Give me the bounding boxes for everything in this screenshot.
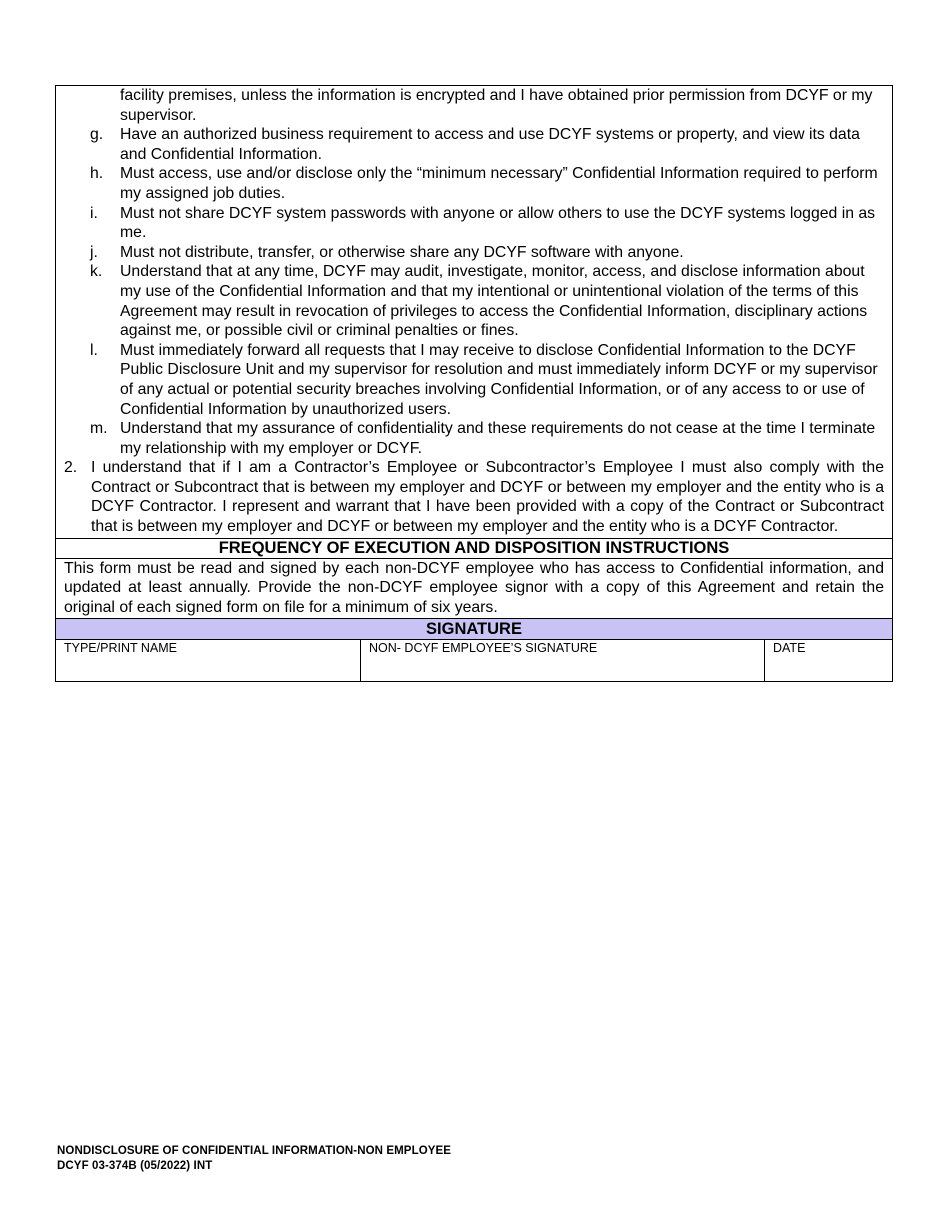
list-item: [56, 243, 892, 263]
frequency-instructions: This form must be read and signed by each non-DCYF employee who has access to Confidential information, and updated at least annually. Provide the non-DCYF employee signor with a copy of this Agreement and retain the original of each signed form on file for a minimum of six years.: [56, 558, 892, 619]
list-item-label: k.: [90, 263, 103, 281]
list-item-text: Must access, use and/or disclose only the “minimum necessary” Confidential Information required to perform my assigned job duties.: [120, 165, 878, 202]
signature-row: [56, 639, 892, 681]
list-item: [56, 125, 892, 164]
footer-form-id: DCYF 03-374B (05/2022) INT: [57, 1159, 213, 1172]
frequency-heading: FREQUENCY OF EXECUTION AND DISPOSITION INSTRUCTIONS: [56, 538, 892, 558]
numbered-item-label: 2.: [64, 459, 78, 477]
list-item: [56, 204, 892, 243]
terms-section: [56, 86, 892, 538]
list-item-label: h.: [90, 165, 104, 183]
list-item-text: Must immediately forward all requests that I may receive to disclose Confidential Information to the DCYF Public Disclosure Unit and my supervisor for resolution and must immediately inform DCYF or my supervisor of any actual or potential security breaches involving Confidential Information, or of any access to or use of Confidential Information by unauthorized users.: [120, 341, 878, 418]
signature-field[interactable]: [361, 640, 765, 681]
form-footer: [57, 1144, 451, 1173]
date-field[interactable]: [765, 640, 892, 681]
list-item-label: m.: [90, 420, 108, 438]
list-item: [56, 262, 892, 340]
numbered-item-2: [56, 458, 892, 536]
list-item-text: Must not distribute, transfer, or otherwise share any DCYF software with anyone.: [120, 243, 684, 261]
list-item: [56, 164, 892, 203]
list-item: [56, 419, 892, 458]
list-item-text: Understand that at any time, DCYF may audit, investigate, monitor, access, and disclose information about my use of the Confidential Information and that my intentional or unintentional violation of the terms of this Agreement may result in revocation of privileges to access the Confidential Information, disciplinary actions against me, or possible civil or criminal penalties or fines.: [120, 263, 868, 340]
numbered-item-text: I understand that if I am a Contractor’s Employee or Subcontractor’s Employee I must also comply with the Contract or Subcontract that is between my employer and DCYF or between my employer and the entity who is a DCYF Contractor. I represent and warrant that I have been provided with a copy of the Contract or Subcontract that is between my employer and DCYF or between my employer and the entity who is a DCYF Contractor.: [91, 459, 884, 536]
list-item: [56, 341, 892, 419]
print-name-field[interactable]: [56, 640, 361, 681]
signature-label: NON- DCYF EMPLOYEE’S SIGNATURE: [369, 641, 598, 656]
footer-title: NONDISCLOSURE OF CONFIDENTIAL INFORMATION-NON EMPLOYEE: [57, 1145, 452, 1157]
continuation-text: facility premises, unless the information is encrypted and I have obtained prior permission from DCYF or my supervisor.: [120, 87, 873, 124]
list-item-text: Must not share DCYF system passwords with anyone or allow others to use the DCYF systems logged in as me.: [120, 204, 876, 242]
list-item-text: Understand that my assurance of confidentiality and these requirements do not cease at the time I terminate my relationship with my employer or DCYF.: [120, 420, 876, 457]
signature-heading: SIGNATURE: [56, 618, 892, 639]
print-name-label: TYPE/PRINT NAME: [64, 641, 177, 656]
list-item-label: j.: [90, 243, 98, 261]
list-item-label: l.: [90, 341, 98, 359]
list-item-label: g.: [90, 126, 104, 144]
date-label: DATE: [773, 641, 806, 656]
agreement-form: [55, 85, 893, 682]
list-item-label: i.: [90, 204, 98, 222]
list-item-text: Have an authorized business requirement to access and use DCYF systems or property, and view its data and Confidential Information.: [120, 126, 860, 163]
